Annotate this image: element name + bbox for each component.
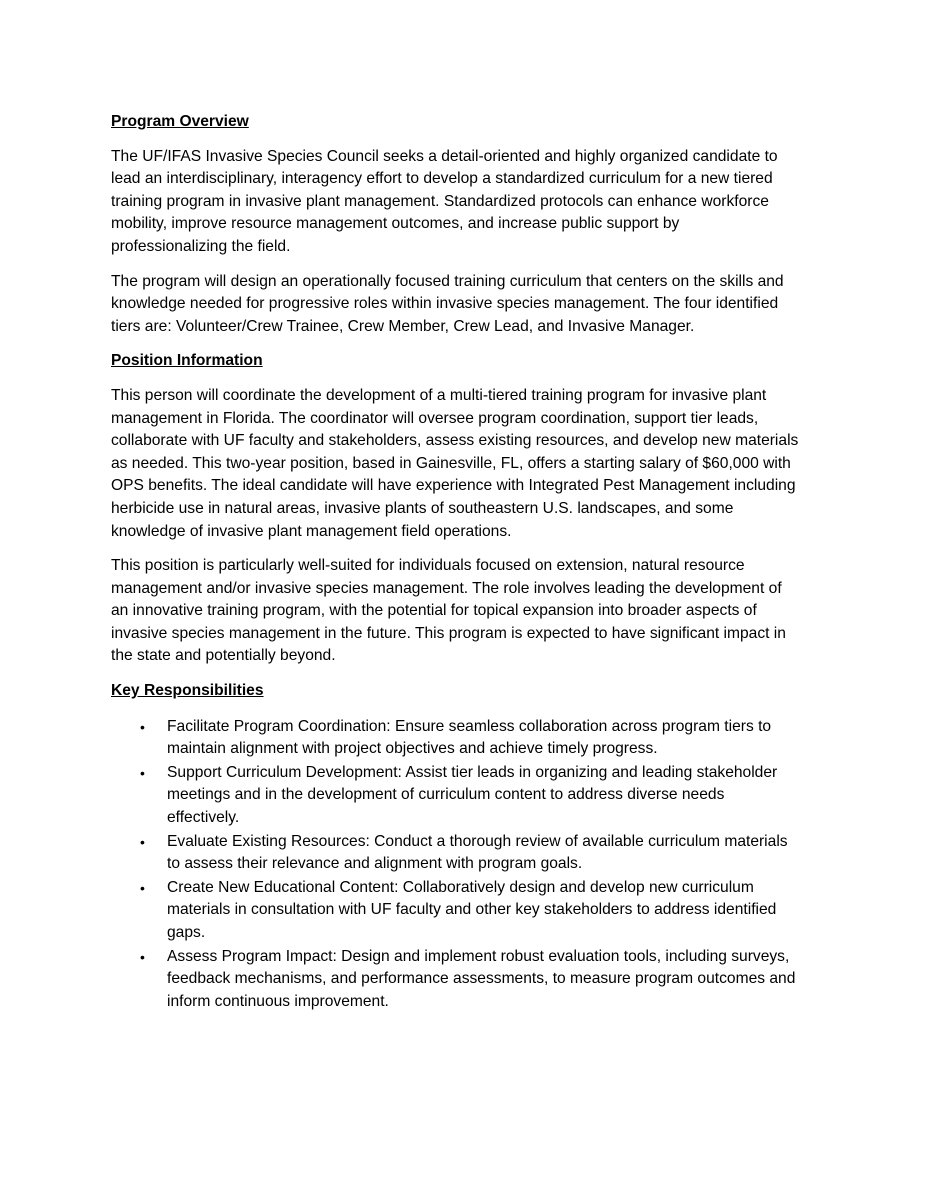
text-line: knowledge of invasive plant management field operations. [111,522,512,540]
section-heading: Position Information [111,352,263,370]
text-line: inform continuous improvement. [167,992,389,1010]
text-line: tiers are: Volunteer/Crew Trainee, Crew Member, Crew Lead, and Invasive Manager. [111,317,695,335]
text-line: meetings and in the development of curriculum content to address diverse needs [167,786,725,804]
text-line: gaps. [167,924,206,941]
text-line: training program in invasive plant management. Standardized protocols can enhance workforce [111,192,769,210]
text-line: Facilitate Program Coordination: Ensure seamless collaboration across program tiers to [167,717,772,735]
list-item [111,762,851,830]
bullet-icon: • [140,764,145,781]
text-line: collaborate with UF faculty and stakeholders, assess existing resources, and develop new materials [111,432,799,450]
text-line: mobility, improve resource management outcomes, and increase public support by [111,215,680,233]
list-item [111,716,851,761]
paragraph [111,385,851,543]
paragraph [111,555,851,668]
text-line: herbicide use in natural areas, invasive plants of southeastern U.S. landscapes, and some [111,499,734,517]
text-line: Support Curriculum Development: Assist tier leads in organizing and leading stakeholder [167,763,778,781]
text-line: professionalizing the field. [111,237,291,255]
document-page [111,111,851,1014]
text-line: materials in consultation with UF faculty and other key stakeholders to address identified [167,901,777,919]
text-line: lead an interdisciplinary, interagency effort to develop a standardized curriculum for a new tiered [111,170,773,188]
text-line: to assess their relevance and alignment with program goals. [167,855,583,873]
section-key-responsibilities [111,680,851,1013]
text-line: invasive species management in the future. This program is expected to have significant impact in [111,624,786,642]
text-line: This person will coordinate the development of a multi-tiered training program for invasive plant [111,386,767,404]
bullet-icon: • [140,879,145,896]
text-line: knowledge needed for progressive roles within invasive species management. The four identified [111,295,779,313]
section-heading: Key Responsibilities [111,682,264,700]
text-line: maintain alignment with project objectives and achieve timely progress. [167,740,658,758]
list-item [111,946,851,1014]
text-line: the state and potentially beyond. [111,647,336,665]
list-item [111,877,851,945]
paragraph [111,271,851,339]
text-line: feedback mechanisms, and performance assessments, to measure program outcomes and [167,970,796,988]
section-position-information [111,350,851,668]
text-line: This position is particularly well-suited for individuals focused on extension, natural resource [111,557,745,575]
list-item [111,831,851,876]
text-line: an innovative training program, with the potential for topical expansion into broader aspects of [111,602,757,620]
text-line: effectively. [167,809,240,827]
text-line: Evaluate Existing Resources: Conduct a thorough review of available curriculum materials [167,832,788,850]
text-line: as needed. This two-year position, based in Gainesville, FL, offers a starting salary of $60,000 with [111,454,791,472]
section-program-overview [111,111,851,338]
paragraph [111,146,851,259]
text-line: management and/or invasive species management. The role involves leading the development of [111,579,782,597]
text-line: management in Florida. The coordinator will oversee program coordination, support tier leads, [111,409,759,427]
text-line: The UF/IFAS Invasive Species Council seeks a detail-oriented and highly organized candidate to [111,147,778,165]
text-line: OPS benefits. The ideal candidate will have experience with Integrated Pest Management including [111,477,796,495]
responsibilities-list [111,716,851,1014]
text-line: Assess Program Impact: Design and implement robust evaluation tools, including surveys, [167,947,790,965]
bullet-icon: • [140,948,145,965]
text-line: The program will design an operationally focused training curriculum that centers on the skills and [111,272,784,290]
section-heading: Program Overview [111,113,249,130]
bullet-icon: • [140,833,145,850]
bullet-icon: • [140,718,145,735]
text-line: Create New Educational Content: Collaboratively design and develop new curriculum [167,878,754,896]
